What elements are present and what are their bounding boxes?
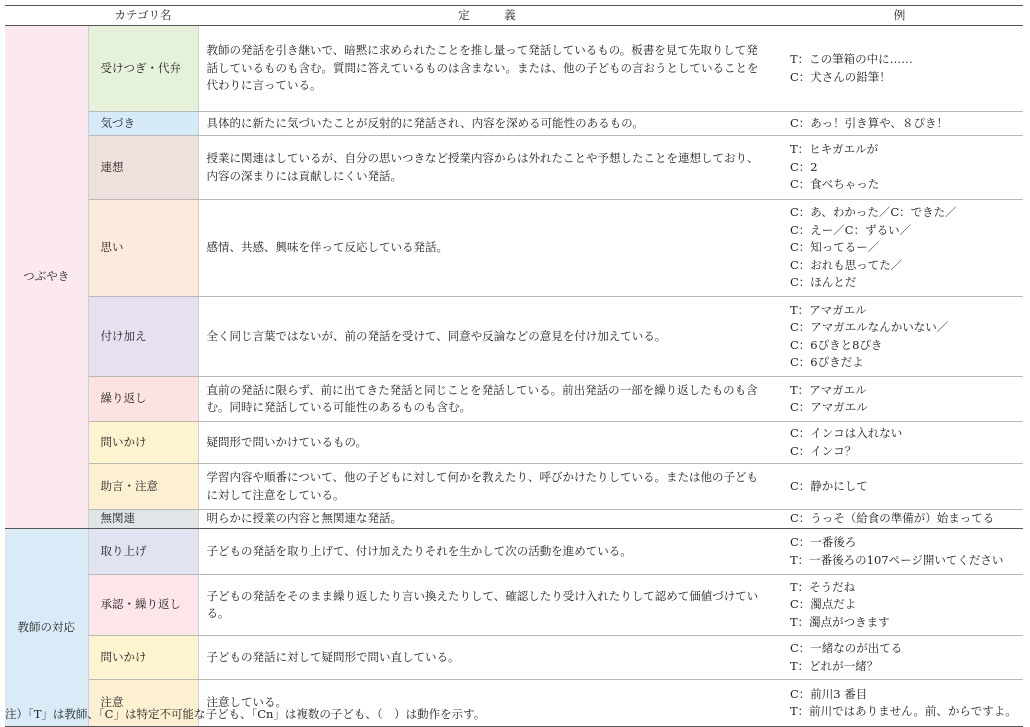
definition-cell: 具体的に新たに気づいたことが反射的に発話され、内容を深める可能性のあるもの。 xyxy=(198,112,776,136)
footnote: 注）「T」は教師、「C」は特定不可能な子ども、「Cn」は複数の子ども、（ ）は動作を示す。 xyxy=(5,707,486,721)
example-line: C：濁点だよ xyxy=(790,597,857,612)
definition-cell: 疑問形で問いかけているもの。 xyxy=(198,422,776,464)
example-line: C：うっそ（給食の準備が）始まってる xyxy=(790,511,995,526)
category-label: 思い xyxy=(88,200,198,297)
table-row xyxy=(5,200,1023,297)
example-line: C：前川3 番目 xyxy=(790,686,868,701)
definition-cell: 子どもの発話をそのまま繰り返したり言い換えたりして、確認したり受け入れたりして認めて価値づけている。 xyxy=(198,575,776,636)
table-row xyxy=(5,422,1023,464)
category-label: 付け加え xyxy=(88,297,198,377)
example-line: C：えー／C：ずるい／ xyxy=(790,222,912,237)
example-cell xyxy=(776,112,1023,136)
example-cell xyxy=(776,636,1023,680)
header-definition: 定 義 xyxy=(198,6,776,26)
example-line: C：アマガエルなんかいない／ xyxy=(790,320,949,334)
example-cell xyxy=(776,680,1023,727)
example-line: C：インコ？ xyxy=(790,443,857,458)
example-line: T：どれが一緒？ xyxy=(790,658,879,673)
example-line: C：インコは入れない xyxy=(790,426,903,440)
category-label: 受けつぎ・代弁 xyxy=(88,26,198,112)
group-label: 教師の対応 xyxy=(5,529,88,727)
definition-cell: 子どもの発話を取り上げて、付け加えたりそれを生かして次の活動を進めている。 xyxy=(198,529,776,575)
example-cell xyxy=(776,422,1023,464)
category-label: 問いかけ xyxy=(88,636,198,680)
header-category: カテゴリ名 xyxy=(88,6,198,26)
example-cell xyxy=(776,575,1023,636)
table-row xyxy=(5,26,1023,112)
category-label: 問いかけ xyxy=(88,422,198,464)
example-line: C：静かにして xyxy=(790,478,868,493)
example-cell xyxy=(776,377,1023,422)
example-line: T：前川ではありません。前、からですよ。 xyxy=(790,704,1017,718)
table-row xyxy=(5,575,1023,636)
table-row xyxy=(5,464,1023,510)
table-row xyxy=(5,510,1023,529)
example-cell xyxy=(776,136,1023,200)
example-line: C：2 xyxy=(790,159,818,174)
example-line: C：知ってるー／ xyxy=(790,240,880,255)
example-cell xyxy=(776,297,1023,377)
category-label: 注意 xyxy=(88,680,198,727)
category-label: 助言・注意 xyxy=(88,464,198,510)
group-label: つぶやき xyxy=(5,26,88,529)
example-line: T：ヒキガエルが xyxy=(790,142,879,157)
header-group xyxy=(5,6,88,26)
example-line: C：6ぴきだよ xyxy=(790,355,864,369)
category-label: 連想 xyxy=(88,136,198,200)
definition-cell: 教師の発話を引き継いで、暗黙に求められたことを推し量って発話しているもの。板書を見て先取りして発話しているものも含む。質問に答えているものは含まない。または、他の子どもの言おうとしていることを代わりに言っている。 xyxy=(198,26,776,112)
example-cell xyxy=(776,200,1023,297)
table-row xyxy=(5,297,1023,377)
header-row xyxy=(5,6,1023,26)
table-body xyxy=(5,26,1023,727)
example-line: C：一番後ろ xyxy=(790,535,857,549)
table-row xyxy=(5,136,1023,200)
definition-cell: 直前の発話に限らず、前に出てきた発話と同じことを発話している。前出発話の一部を繰り返したものも含む。同時に発話している可能性のあるものも含む。 xyxy=(198,377,776,422)
example-line: C：あ、わかった／C：できた／ xyxy=(790,205,957,220)
example-line: T：そうだね xyxy=(790,579,856,594)
example-cell xyxy=(776,529,1023,575)
category-label: 繰り返し xyxy=(88,377,198,422)
header-example: 例 xyxy=(776,6,1023,26)
example-line: T：アマガエル xyxy=(790,302,867,317)
example-line: C：犬さんの鉛筆！ xyxy=(790,69,891,84)
example-line: C：おれも思ってた／ xyxy=(790,257,903,272)
category-label: 無関連 xyxy=(88,510,198,529)
definition-cell: 注意している。 xyxy=(198,680,776,727)
definition-cell: 明らかに授業の内容と無関連な発話。 xyxy=(198,510,776,529)
example-line: C：あっ！引き算や、８ぴき！ xyxy=(790,115,948,130)
example-cell xyxy=(776,510,1023,529)
example-line: T：一番後ろの107ページ開いてください xyxy=(790,552,1004,567)
definition-cell: 全く同じ言葉ではないが、前の発話を受けて、同意や反論などの意見を付け加えている。 xyxy=(198,297,776,377)
example-cell xyxy=(776,26,1023,112)
example-line: T：濁点がつきます xyxy=(790,614,890,629)
definition-cell: 子どもの発話に対して疑問形で問い直している。 xyxy=(198,636,776,680)
definition-cell: 感情、共感、興味を伴って反応している発話。 xyxy=(198,200,776,297)
example-cell xyxy=(776,464,1023,510)
example-line: T：この筆箱の中に…… xyxy=(790,52,913,66)
table-row xyxy=(5,529,1023,575)
definition-cell: 学習内容や順番について、他の子どもに対して何かを教えたり、呼びかけたりしている。または他の子どもに対して注意をしている。 xyxy=(198,464,776,510)
example-line: C：一緒なのが出てる xyxy=(790,641,903,655)
category-table xyxy=(5,5,1023,727)
example-line: C：アマガエル xyxy=(790,400,868,414)
example-line: C：6ぴきと8ぴき xyxy=(790,337,883,352)
definition-cell: 授業に関連はしているが、自分の思いつきなど授業内容からは外れたことや予想したことを連想しており、内容の深まりには貢献しにくい発話。 xyxy=(198,136,776,200)
category-label: 取り上げ xyxy=(88,529,198,575)
table-row xyxy=(5,112,1023,136)
example-line: C：ほんとだ xyxy=(790,275,857,290)
category-label: 気づき xyxy=(88,112,198,136)
table-row xyxy=(5,636,1023,680)
category-label: 承認・繰り返し xyxy=(88,575,198,636)
example-line: T：アマガエル xyxy=(790,382,867,397)
table-row xyxy=(5,377,1023,422)
example-line: C：食べちゃった xyxy=(790,177,880,192)
